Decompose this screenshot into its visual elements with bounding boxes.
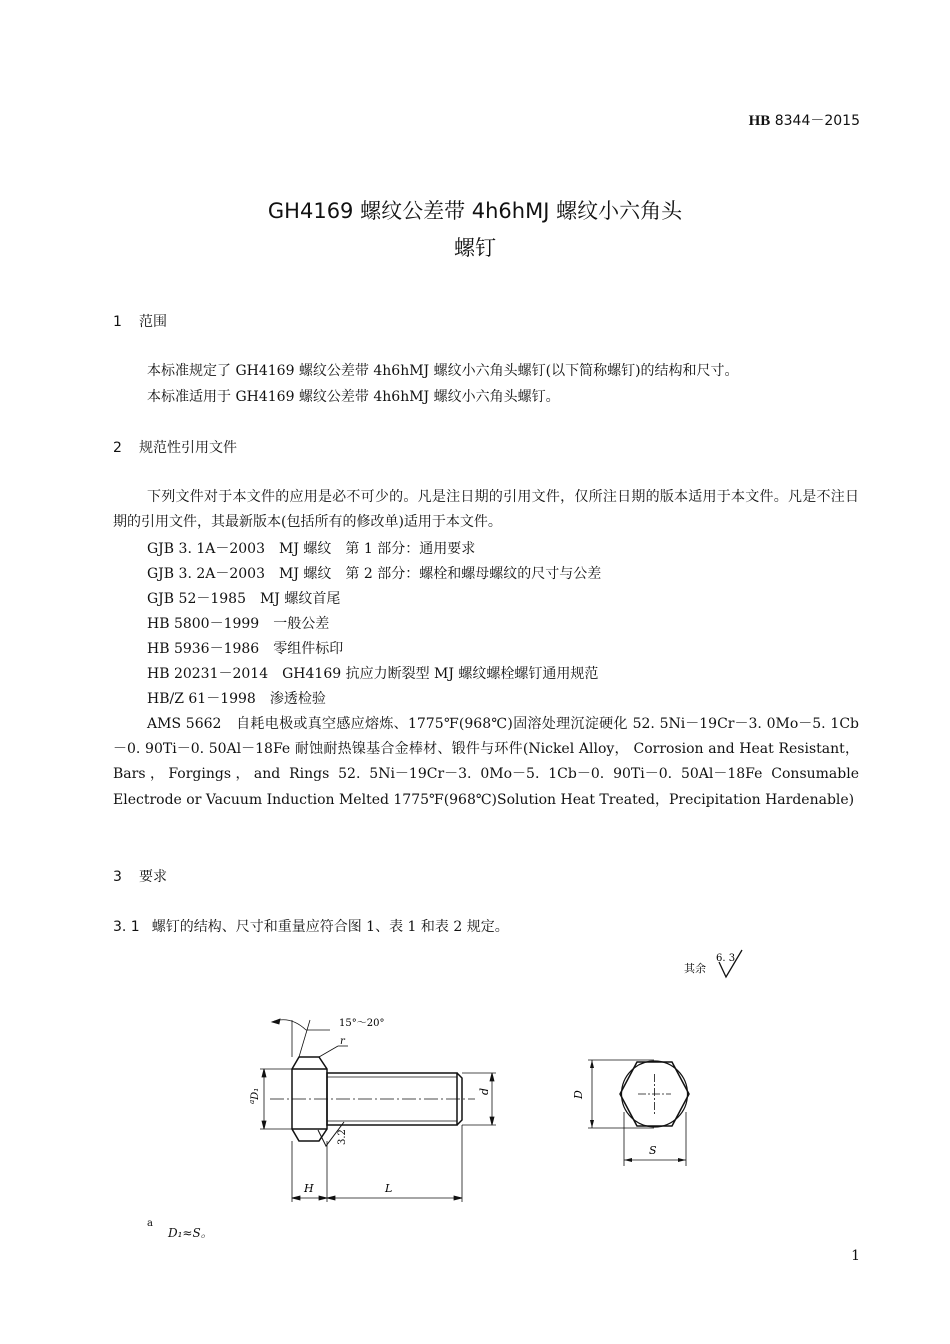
face-roughness-value: 3.2 [337,1129,348,1145]
l-label: L [385,1182,393,1195]
document-title-line2: 螺钉 [454,236,496,260]
d1-label: $^a$D₁ [248,1087,261,1104]
reference-item: HB/Z 61－1998 渗透检验 [147,691,326,707]
document-title-line1: GH4169 螺纹公差带 4h6hMJ 螺纹小六角头 [267,199,683,223]
reference-item: HB 5800－1999 一般公差 [147,616,330,632]
footnote-text: D₁≈S。 [168,1226,213,1240]
scope-paragraph-2: 本标准适用于 GH4169 螺纹公差带 4h6hMJ 螺纹小六角头螺钉。 [147,389,560,405]
reference-item: GJB 3. 2A－2003 MJ 螺纹 第 2 部分：螺栓和螺母螺纹的尺寸与公差 [147,566,602,582]
page-number: 1 [851,1248,860,1264]
reference-item: HB 5936－1986 零组件标印 [147,641,344,657]
roughness-label: 其余 [684,962,706,975]
reference-item: GJB 52－1985 MJ 螺纹首尾 [147,591,341,607]
reference-item-ams: AMS 5662 自耗电极或真空感应熔炼、1775℉(968℃)固溶处理沉淀硬化 52. 5Ni－19Cr－3. 0Mo－5. 1Cb－0. 90Ti－0. 50Al－18Fe 耐蚀耐热镍基合金棒材、锻件与环件(Nickel Alloy， Corrosion and Heat Resistant，Bars，Forgings，and Rings 52. 5Ni－19Cr－3. 0Mo－5. 1Cb－0. 90Ti－0. 50Al－18Fe Consumable Electrode or Vacuum Induction Melted 1775℉(968℃)Solution Heat Treated，Precipitation Hardenable) [113,716,859,808]
section-3-heading: 3 要求 [113,869,167,885]
section-1-heading: 1 范围 [113,314,167,330]
figure-1-drawing [0,940,950,1220]
angle-label: 15°～20° [339,1018,385,1029]
footnote-mark: a [147,1218,153,1229]
document-code: HB 8344－2015 [748,113,860,129]
D-label: D [572,1090,585,1099]
roughness-value: 6. 3 [716,953,736,964]
scope-paragraph-1: 本标准规定了 GH4169 螺纹公差带 4h6hMJ 螺纹小六角头螺钉(以下简称螺钉)的结构和尺寸。 [147,363,739,379]
section-2-heading: 2 规范性引用文件 [113,440,237,456]
clause-3-1: 3. 1 螺钉的结构、尺寸和重量应符合图 1、表 1 和表 2 规定。 [113,919,509,935]
d-label: d [478,1087,491,1095]
reference-item: GJB 3. 1A－2003 MJ 螺纹 第 1 部分：通用要求 [147,541,476,557]
radius-label: r [340,1036,345,1047]
h-label: H [304,1182,314,1195]
reference-item: HB 20231－2014 GH4169 抗应力断裂型 MJ 螺纹螺栓螺钉通用规范 [147,666,599,682]
S-label: S [649,1144,657,1157]
references-intro: 下列文件对于本文件的应用是必不可少的。凡是注日期的引用文件，仅所注日期的版本适用于本文件。凡是不注日期的引用文件，其最新版本(包括所有的修改单)适用于本文件。 [113,489,859,531]
